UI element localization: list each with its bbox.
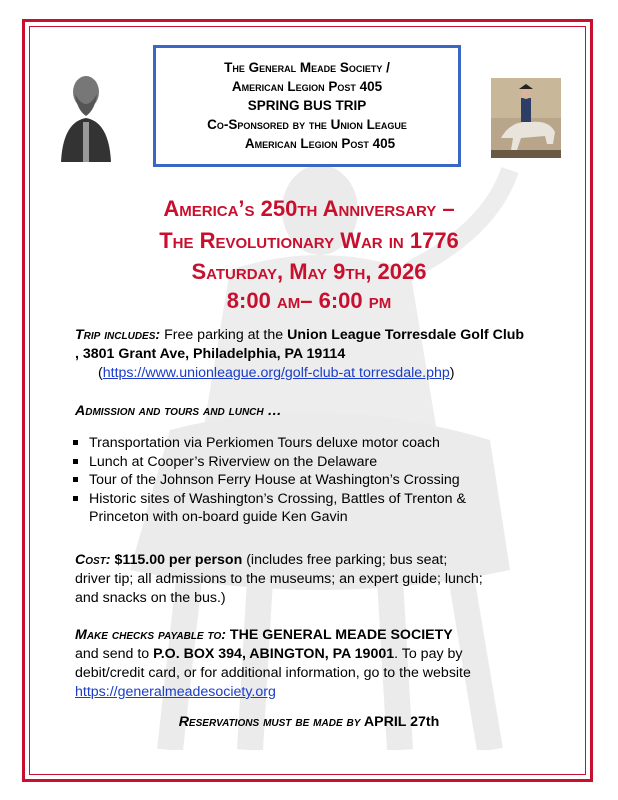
admission-label: Admission and tours and lunch …: [75, 403, 282, 419]
trip-line-1: [75, 326, 524, 345]
checks-payee: THE GENERAL MEADE SOCIETY: [225, 627, 453, 643]
list-item-continuation: [72, 508, 466, 527]
header-line-5: American Legion Post 405: [244, 136, 396, 151]
trip-url-line: [98, 364, 454, 383]
trip-venue: Union League Torresdale Golf Club: [287, 327, 525, 343]
cost-line-1: [75, 551, 447, 570]
list-item: [72, 434, 466, 453]
trip-url-open: (: [98, 365, 103, 381]
checks-line-2: [75, 645, 462, 664]
trip-url-link[interactable]: https://www.unionleague.org/golf-club-at torresdale.php: [102, 365, 450, 381]
title-line-3: Saturday, May 9th, 2026: [191, 259, 427, 284]
washington-on-horse-portrait-image: [491, 78, 561, 158]
checks-line-3: debit/credit card, or for additional information, go to the website: [75, 665, 471, 681]
checks-url-line: [75, 683, 276, 702]
list-item-text: Princeton with on-board guide Ken Gavin: [89, 509, 348, 526]
header-line-2: American Legion Post 405: [231, 79, 383, 94]
checks-line-1: [75, 626, 453, 645]
checks-address: P.O. BOX 394, ABINGTON, PA 19001: [153, 646, 395, 662]
checks-line2-pre: and send to: [75, 646, 154, 662]
cost-line-3: and snacks on the bus.): [75, 590, 226, 606]
header-line-3: SPRING BUS TRIP: [247, 98, 367, 113]
cost-line1-rest: (includes free parking; bus seat;: [242, 552, 448, 568]
title-line-2: The Revolutionary War in 1776: [159, 228, 459, 253]
title-line-4: 8:00 am– 6:00 pm: [226, 288, 392, 313]
list-item-text: Tour of the Johnson Ferry House at Washington’s Crossing: [89, 472, 460, 489]
cost-price: $115.00 per person: [110, 552, 243, 568]
header-line-1: The General Meade Society /: [224, 60, 390, 75]
cost-line-2: driver tip; all admissions to the museums; an expert guide; lunch;: [75, 571, 483, 587]
list-item: [72, 471, 466, 490]
checks-line2-post: . To pay by: [394, 646, 463, 662]
trip-text: Free parking at the: [160, 327, 288, 343]
trip-address: , 3801 Grant Ave, Philadelphia, PA 19114: [75, 346, 346, 362]
title-line-1: America’s 250th Anniversary –: [163, 196, 455, 221]
header-box: [153, 45, 461, 167]
list-item-text: Transportation via Perkiomen Tours deluxe motor coach: [89, 435, 440, 451]
trip-url-close: ): [449, 365, 455, 381]
website-link[interactable]: https://generalmeadesociety.org: [75, 684, 276, 700]
reservation-date: APRIL 27th: [360, 714, 440, 730]
header-line-4: Co-Sponsored by the Union League: [207, 117, 407, 132]
reservation-deadline: [0, 714, 618, 730]
general-meade-portrait-image: [57, 70, 115, 162]
cost-label: Cost:: [75, 552, 111, 568]
list-item-text: Lunch at Cooper’s Riverview on the Delaware: [89, 453, 378, 470]
list-item: [72, 490, 466, 509]
list-item-text: Historic sites of Washington’s Crossing, Battles of Trenton &: [89, 490, 466, 507]
reservation-label: Reservations must be made by: [178, 714, 361, 730]
admission-list: [72, 434, 466, 527]
checks-label: Make checks payable to:: [75, 627, 226, 643]
trip-label: Trip includes:: [75, 327, 161, 343]
list-item: [72, 453, 466, 472]
